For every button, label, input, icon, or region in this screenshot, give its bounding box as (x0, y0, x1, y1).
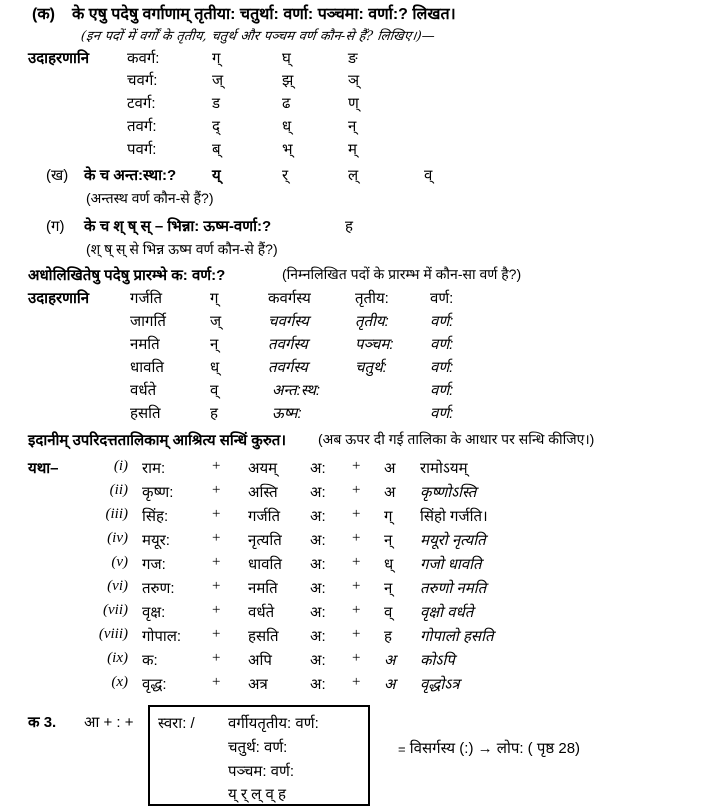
prarambhe-sanskrit: अधोलिखितेषु पदेषु प्रारम्भे क: वर्ण:? (28, 267, 226, 284)
prarambhe-word: हसति (130, 405, 161, 422)
sandhi-plus: + (352, 482, 361, 498)
prarambhe-word: नमति (130, 336, 160, 353)
sandhi-number: (ix) (107, 650, 128, 666)
question-kha-sanskrit: के च अन्त:स्था:? (84, 167, 177, 184)
sandhi-label: यथा– (28, 460, 59, 477)
sandhi-result: कृष्णोऽस्ति (420, 484, 477, 501)
sandhi-result: मयूरो नृत्यति (420, 532, 486, 549)
rule-box (148, 705, 370, 806)
question-kha-marker: (ख) (46, 167, 69, 184)
varga-fifth: ञ् (348, 72, 360, 89)
rule-box-line: चतुर्थ: वर्ण: (228, 739, 288, 756)
question-kha-answer: ल् (348, 167, 359, 184)
prarambhe-word: गर्जति (130, 290, 163, 307)
sandhi-visarga: अ: (310, 556, 326, 573)
sandhi-visarga: अ: (310, 580, 326, 597)
varga-name: कवर्ग: (127, 50, 160, 67)
question-ka-sanskrit: के एषु पदेषु वर्गाणाम् तृतीया: चतुर्था: वर्णा: पञ्चमा: वर्णा:? लिखत। (72, 6, 456, 23)
sandhi-visarga: अ: (310, 484, 326, 501)
sandhi-first-word: तरुण: (142, 580, 175, 597)
prarambhe-word: धावति (130, 359, 164, 376)
sandhi-second-word: अत्र (248, 676, 268, 693)
sandhi-following-letter: अ (384, 460, 396, 477)
examples-label-varga: उदाहरणानि (28, 50, 90, 67)
sandhi-result: वृक्षो वर्धते (420, 604, 474, 621)
prarambhe-varga: चवर्गस्य (268, 313, 309, 330)
varga-third: ज् (212, 72, 224, 89)
varga-name: चवर्ग: (127, 72, 158, 89)
prarambhe-order: तृतीय: (355, 290, 389, 307)
sandhi-plus: + (352, 458, 361, 474)
sandhi-first-word: वृद्ध: (142, 676, 167, 693)
sandhi-following-letter: न् (384, 532, 393, 549)
varga-fourth: ध् (282, 118, 292, 135)
question-kha-answer: र् (282, 167, 289, 184)
rule-box-line: वर्गीयतृतीय: वर्ण: (228, 715, 319, 732)
examples-label-prarambhe: उदाहरणानि (28, 290, 90, 307)
sandhi-plus: + (212, 578, 221, 594)
question-kha-answer: व् (424, 167, 433, 184)
sandhi-visarga: अ: (310, 628, 326, 645)
sandhi-number: (ii) (109, 482, 128, 498)
sandhi-first-word: राम: (142, 460, 166, 477)
prarambhe-letter: ध् (210, 359, 220, 376)
varga-fourth: झ् (282, 72, 294, 89)
varga-third: द् (212, 118, 220, 135)
prarambhe-word: वर्धते (130, 382, 157, 399)
varga-fourth: भ् (282, 141, 293, 158)
prarambhe-varna: वर्ण: (430, 359, 454, 376)
question-ka-hindi-note (80, 26, 434, 45)
sandhi-first-word: सिंह: (142, 508, 169, 525)
sandhi-plus: + (212, 458, 221, 474)
sandhi-second-word: गर्जति (248, 508, 281, 525)
sandhi-following-letter: ध् (384, 556, 394, 573)
varga-third: ड (212, 95, 221, 112)
sandhi-plus: + (212, 626, 221, 642)
prarambhe-varga: तवर्गस्य (268, 336, 308, 353)
varga-fifth: न् (348, 118, 357, 135)
prarambhe-varna: वर्ण: (430, 313, 454, 330)
rule-box-left-cell: स्वरा: / (158, 715, 195, 732)
varga-fifth: म् (348, 141, 357, 158)
sandhi-following-letter: अ (384, 652, 396, 669)
varga-name: पवर्ग: (127, 141, 157, 158)
prarambhe-varga: तवर्गस्य (268, 359, 308, 376)
prarambhe-varna: वर्ण: (430, 405, 454, 422)
sandhi-visarga: अ: (310, 652, 326, 669)
sandhi-first-word: मयूर: (142, 532, 170, 549)
sandhi-result: गोपालो हसति (420, 628, 494, 645)
sandhi-following-letter: ह (384, 628, 392, 645)
sandhi-second-word: अस्ति (248, 484, 278, 501)
sandhi-plus: + (212, 530, 221, 546)
sandhi-plus: + (212, 674, 221, 690)
sandhi-instruction-hindi: (अब ऊपर दी गई तालिका के आधार पर सन्धि कीजिए।) (318, 431, 595, 447)
prarambhe-hindi: (निम्नलिखित पदों के प्रारम्भ में कौन-सा वर्ण है?) (282, 266, 522, 282)
sandhi-plus: + (352, 506, 361, 522)
question-ga-marker: (ग) (46, 218, 65, 235)
sandhi-number: (i) (113, 458, 128, 474)
sandhi-second-word: नृत्यति (248, 532, 282, 549)
sandhi-plus: + (212, 650, 221, 666)
varga-fourth: ढ (282, 95, 291, 112)
rule-box-line: पञ्चम: वर्ण: (228, 763, 295, 780)
prarambhe-varga: ऊष्म: (272, 405, 302, 422)
sandhi-number: (x) (111, 674, 128, 690)
prarambhe-letter: ज् (210, 313, 222, 330)
varga-name: तवर्ग: (127, 118, 157, 135)
sandhi-visarga: अ: (310, 604, 326, 621)
sandhi-visarga: अ: (310, 532, 326, 549)
question-kha-hindi: (अन्तस्थ वर्ण कौन-से हैं?) (86, 190, 214, 206)
rule-box-line: य् र् ल् व् ह (228, 786, 286, 803)
sandhi-following-letter: व् (384, 604, 393, 621)
prarambhe-letter: ग् (210, 290, 219, 307)
sandhi-following-letter: ग् (384, 508, 393, 525)
prarambhe-varna: वर्ण: (430, 336, 454, 353)
varga-name: टवर्ग: (127, 95, 156, 112)
sandhi-plus: + (352, 674, 361, 690)
varga-third: ग् (212, 50, 221, 67)
sandhi-second-word: धावति (248, 556, 282, 573)
question-ga-hindi: (श् ष् स् से भिन्न ऊष्म वर्ण कौन-से हैं?) (86, 241, 278, 257)
varga-fifth: ङ (348, 50, 358, 67)
prarambhe-order: पञ्चम: (355, 336, 394, 353)
sandhi-instruction-sanskrit: इदानीम् उपरिदत्ततालिकाम् आश्रित्य सन्धिं कुरुत। (28, 432, 287, 449)
question-ga-answer: ह (345, 218, 353, 235)
sandhi-visarga: अ: (310, 676, 326, 693)
sandhi-first-word: गोपाल: (142, 628, 182, 645)
rule-label: क 3. (28, 714, 57, 731)
sandhi-plus: + (352, 554, 361, 570)
question-ga-sanskrit: के च श् ष् स् – भिन्ना: ऊष्म-वर्णा:? (84, 218, 272, 235)
sandhi-first-word: क: (142, 652, 158, 669)
sandhi-second-word: नमति (248, 580, 278, 597)
varga-third: ब् (212, 141, 221, 158)
sandhi-plus: + (352, 602, 361, 618)
sandhi-number: (vii) (103, 602, 128, 618)
sandhi-plus: + (352, 626, 361, 642)
sandhi-plus: + (212, 506, 221, 522)
prarambhe-varna: वर्ण: (430, 290, 454, 307)
question-ka-marker: (क) (32, 6, 55, 23)
sandhi-first-word: गज: (142, 556, 166, 573)
rule-result-note (398, 738, 580, 758)
sandhi-number: (iii) (105, 506, 128, 522)
sandhi-result: गजो धावति (420, 556, 482, 573)
sandhi-plus: + (212, 602, 221, 618)
sandhi-following-letter: अ (384, 484, 396, 501)
handwritten-text: (इन पदों में वर्गों के तृतीय, चतुर्थ और पञ्चम वर्ण कौन-से हैं? लिखिए।)— (80, 29, 436, 44)
sandhi-second-word: अपि (248, 652, 272, 669)
sandhi-plus: + (212, 554, 221, 570)
sandhi-first-word: कृष्ण: (142, 484, 174, 501)
varga-fourth: घ् (282, 50, 291, 67)
sandhi-second-word: हसति (248, 628, 279, 645)
sandhi-result: कोऽपि (420, 652, 455, 669)
prarambhe-letter: न् (210, 336, 219, 353)
sandhi-result: वृद्धोऽत्र (420, 676, 460, 693)
sandhi-number: (iv) (107, 530, 128, 546)
prarambhe-order: तृतीय: (355, 313, 389, 330)
sandhi-number: (v) (111, 554, 128, 570)
sandhi-number: (viii) (98, 626, 128, 642)
sandhi-result: सिंहो गर्जति। (420, 508, 488, 525)
sandhi-result: रामोऽयम् (420, 460, 468, 477)
sandhi-first-word: वृक्ष: (142, 604, 166, 621)
prarambhe-letter: व् (210, 382, 219, 399)
sandhi-plus: + (352, 530, 361, 546)
prarambhe-letter: ह (210, 405, 218, 422)
sandhi-following-letter: अ (384, 676, 396, 693)
varga-fifth: ण् (348, 95, 359, 112)
sandhi-second-word: अयम् (248, 460, 278, 477)
prarambhe-word: जागर्ति (130, 313, 166, 330)
sandhi-plus: + (352, 578, 361, 594)
sandhi-number: (vi) (107, 578, 128, 594)
prarambhe-varga: कवर्गस्य (268, 290, 311, 307)
prarambhe-order: चतुर्थ: (355, 359, 387, 376)
sandhi-second-word: वर्धते (248, 604, 275, 621)
sandhi-plus: + (352, 650, 361, 666)
equals-sign: = (398, 741, 406, 757)
sandhi-following-letter: न् (384, 580, 393, 597)
question-kha-answer: य् (212, 167, 221, 184)
sandhi-visarga: अ: (310, 508, 326, 525)
prarambhe-varna: वर्ण: (430, 382, 454, 399)
sandhi-visarga: अ: (310, 460, 326, 477)
sandhi-plus: + (212, 482, 221, 498)
prarambhe-varga: अन्त:स्थ: (272, 382, 321, 399)
rule-note-text: विसर्गस्य (:) → लोप: ( पृष्ठ 28) (409, 740, 581, 757)
sandhi-result: तरुणो नमति (420, 580, 487, 597)
rule-prefix: आ + : + (84, 714, 134, 731)
